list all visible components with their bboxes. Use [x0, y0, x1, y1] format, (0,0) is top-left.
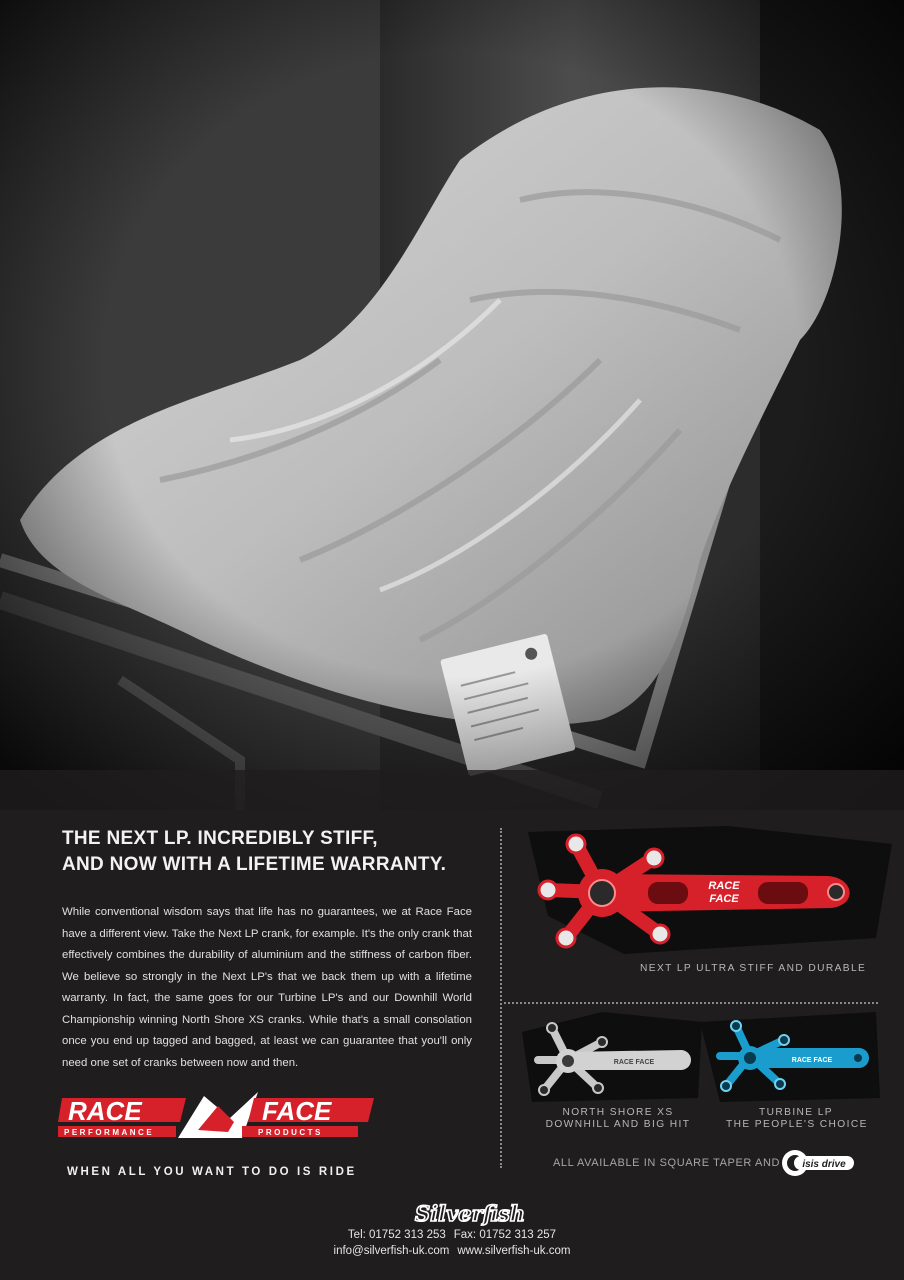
north-shore-name: NORTH SHORE XS [562, 1107, 674, 1118]
fax: Fax: 01752 313 257 [453, 1229, 557, 1241]
race-face-logo [58, 1088, 378, 1153]
tagline: WHEN ALL YOU WANT TO DO IS RIDE [67, 1166, 357, 1178]
headline-line-2: AND NOW WITH A LIFETIME WARRANTY. [62, 854, 447, 875]
race-face-logo-left [58, 1096, 186, 1137]
next-lp-panel [528, 826, 892, 961]
north-shore-subtitle: DOWNHILL AND BIG HIT [545, 1119, 691, 1130]
next-lp-caption: NEXT LP ULTRA STIFF AND DURABLE [640, 963, 867, 974]
vertical-divider [500, 828, 502, 1168]
north-shore-panel [522, 1012, 712, 1109]
logo-race-text: RACE [68, 1096, 142, 1126]
logo-products-text: PRODUCTS [258, 1128, 323, 1137]
headline [62, 826, 492, 878]
north-shore-caption [540, 1107, 696, 1131]
silverfish-logo-text: Silverfish [414, 1201, 526, 1226]
contact-phone-line [0, 1229, 904, 1241]
logo-face-text: FACE [262, 1096, 332, 1126]
logo-performance-text: PERFORMANCE [64, 1128, 155, 1137]
availability-text: ALL AVAILABLE IN SQUARE TAPER AND [553, 1157, 781, 1169]
turbine-panel [700, 1012, 884, 1109]
race-face-logo-right [242, 1096, 374, 1137]
body-copy: While conventional wisdom says that life has no guarantees, we at Race Face have a different view. Take the Next LP crank, for example. It's the only crank that effectively combines the durability of aluminium and the stiffness of carbon fiber. We believe so strongly in the Next LP's that we back them up with a lifetime warranty. In fact, the same goes for our Turbine LP's and our Downhill World Championship winning North Shore XS cranks. While that's a small consolation once you end up tagged and bagged, at least we can guarantee that you'll only need one set of cranks between now and then. [62, 906, 472, 1069]
next-lp-crank-label-bottom: FACE [709, 893, 739, 905]
headline-line-1: THE NEXT LP. INCREDIBLY STIFF, [62, 828, 378, 849]
telephone: Tel: 01752 313 253 [347, 1229, 446, 1241]
website-link[interactable]: www.silverfish-uk.com [457, 1245, 571, 1257]
contact-web-line [0, 1245, 904, 1257]
turbine-name: TURBINE LP [758, 1107, 833, 1118]
email-link[interactable]: info@silverfish-uk.com [333, 1245, 450, 1257]
turbine-crank-label: RACE FACE [791, 1057, 833, 1064]
photo-fade [0, 770, 904, 810]
isis-drive-logo [780, 1148, 856, 1183]
next-lp-crank-label-top: RACE [708, 880, 740, 892]
turbine-caption [726, 1107, 866, 1131]
north-shore-crank-label: RACE FACE [613, 1059, 655, 1066]
turbine-subtitle: THE PEOPLE'S CHOICE [726, 1119, 868, 1130]
isis-drive-text: isis drive [802, 1159, 846, 1170]
horizontal-divider [504, 1002, 878, 1004]
